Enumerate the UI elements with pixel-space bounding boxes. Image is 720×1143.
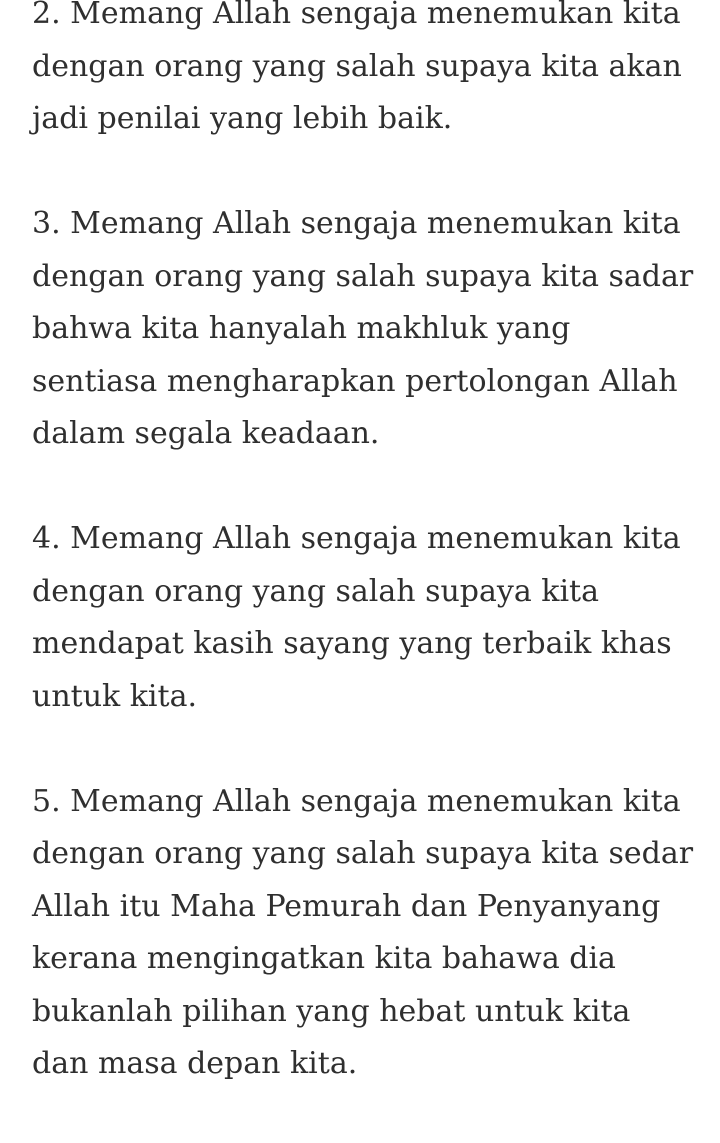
text-line: Allah itu Maha Pemurah dan Penyanyang	[32, 888, 661, 924]
text-line: 3. Memang Allah sengaja menemukan kita	[32, 206, 681, 241]
text-line: mendapat kasih sayang yang terbaik khas	[32, 626, 672, 661]
paragraph-point-3	[32, 198, 692, 461]
text-line: dengan orang yang salah supaya kita sadar	[32, 258, 694, 294]
text-line: 5. Memang Allah sengaja menemukan kita	[32, 783, 681, 819]
paragraph-point-4	[32, 513, 692, 723]
text-line: dalam segala keadaan.	[32, 416, 380, 451]
text-line: jadi penilai yang lebih baik.	[32, 101, 453, 136]
text-line: dengan orang yang salah supaya kita sedar	[32, 836, 694, 871]
paragraph-point-5	[32, 776, 692, 1091]
article-body	[32, 0, 692, 1143]
text-line: 4. Memang Allah sengaja menemukan kita	[32, 521, 681, 556]
text-line: sentiasa mengharapkan pertolongan Allah	[32, 363, 678, 399]
text-line: dengan orang yang salah supaya kita akan	[32, 48, 682, 84]
text-line: 2. Memang Allah sengaja menemukan kita	[32, 0, 681, 31]
text-line: bukanlah pilihan yang hebat untuk kita	[32, 993, 631, 1029]
text-line: dengan orang yang salah supaya kita	[32, 573, 599, 609]
text-line: bahwa kita hanyalah makhluk yang	[32, 311, 571, 346]
text-line: untuk kita.	[32, 678, 197, 714]
text-line: dan masa depan kita.	[32, 1046, 358, 1081]
paragraph-point-2	[32, 0, 692, 146]
text-line: kerana mengingatkan kita bahawa dia	[32, 941, 616, 976]
